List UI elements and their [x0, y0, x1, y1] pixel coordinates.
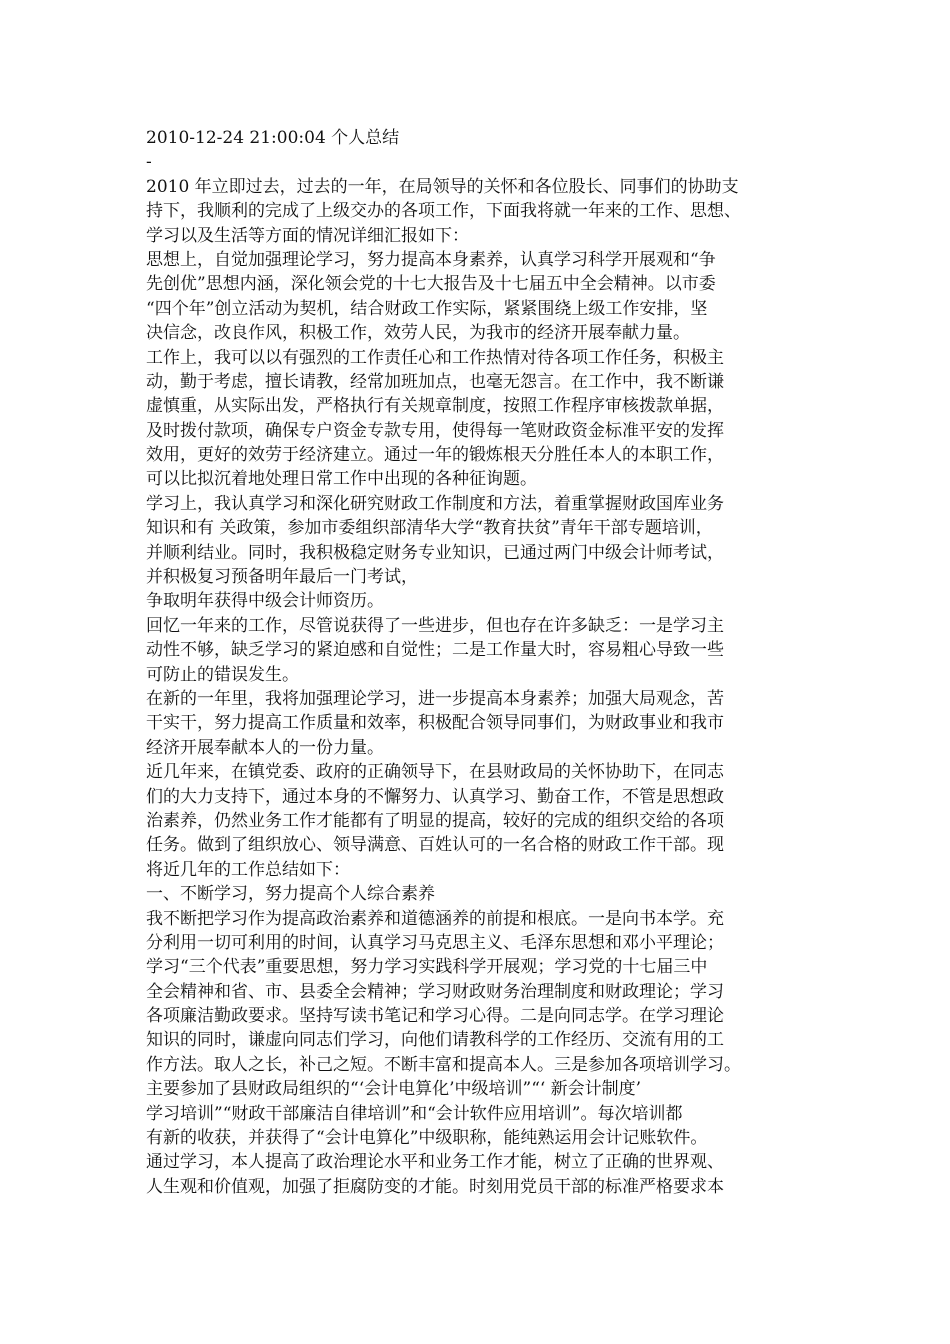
text-line: 知识和有 关政策，参加市委组织部清华大学“教育扶贫”青年干部专题培训， [146, 518, 713, 539]
text-line: 可以比拟沉着地处理日常工作中出现的各种征询题。 [146, 469, 537, 490]
text-line: 思想上，自觉加强理论学习，努力提高本身素养，认真学习科学开展观和“争 [146, 249, 716, 270]
text-line: 学习“三个代表”重要思想，努力学习实践科学开展观；学习党的十七届三中 [146, 957, 708, 978]
text-line: 人生观和价值观，加强了拒腐防变的才能。时刻用党员干部的标准严格要求本 [146, 1176, 724, 1197]
text-line: 并顺利结业。同时，我积极稳定财务专业知识，已通过两门中级会计师考试， [146, 542, 724, 563]
text-line: 有新的收获，并获得了“会计电算化”中级职称，能纯熟运用会计记账软件。 [146, 1128, 708, 1149]
text-line: “四个年”创立活动为契机，结合财政工作实际，紧紧围绕上级工作安排，坚 [146, 298, 708, 319]
text-line: 持下，我顺利的完成了上级交办的各项工作，下面我将就一年来的工作、思想、 [146, 201, 741, 222]
document-body [146, 126, 806, 1199]
text-line: 任务。做到了组织放心、领导满意、百姓认可的一名合格的财政工作干部。现 [146, 835, 724, 856]
text-line: 并积极复习预备明年最后一门考试， [146, 567, 418, 588]
text-line: 虚慎重，从实际出发，严格执行有关规章制度，按照工作程序审核拨款单据， [146, 396, 724, 417]
text-line: 作方法。取人之长，补己之短。不断丰富和提高本人。三是参加各项培训学习。 [146, 1054, 741, 1075]
text-line: 近几年来，在镇党委、政府的正确领导下，在县财政局的关怀协助下，在同志 [146, 762, 724, 783]
text-line: 全会精神和省、市、县委全会精神；学习财政财务治理制度和财政理论；学习 [146, 981, 724, 1002]
text-line: 治素养，仍然业务工作才能都有了明显的提高，较好的完成的组织交给的各项 [146, 810, 724, 831]
document-title-line: 2010-12-24 21:00:04 个人总结 [146, 128, 400, 148]
text-line: - [146, 152, 152, 173]
text-line: 干实干，努力提高工作质量和效率，积极配合领导同事们，为财政事业和我市 [146, 713, 724, 734]
text-line: 们的大力支持下，通过本身的不懈努力、认真学习、勤奋工作，不管是思想政 [146, 786, 724, 807]
text-line: 各项廉洁勤政要求。坚持写读书笔记和学习心得。二是向同志学。在学习理论 [146, 1006, 724, 1027]
text-line: 动性不够，缺乏学习的紧迫感和自觉性；二是工作量大时，容易粗心导致一些 [146, 640, 724, 661]
text-line: 争取明年获得中级会计师资历。 [146, 591, 384, 612]
text-line: 知识的同时，谦虚向同志们学习，向他们请教科学的工作经历、交流有用的工 [146, 1030, 724, 1051]
text-line: 将近几年的工作总结如下： [146, 859, 350, 880]
text-line: 学习以及生活等方面的情况详细汇报如下： [146, 225, 469, 246]
text-line: 效用，更好的效劳于经济建立。通过一年的锻炼根天分胜任本人的本职工作， [146, 445, 724, 466]
text-line: 学习上，我认真学习和深化研究财政工作制度和方法，着重掌握财政国库业务 [146, 493, 724, 514]
text-line: 主要参加了县财政局组织的“‘会计电算化’中级培训”“‘ 新会计制度’ [146, 1079, 642, 1100]
text-line: 回忆一年来的工作，尽管说获得了一些进步，但也存在许多缺乏：一是学习主 [146, 615, 724, 636]
text-line: 可防止的错误发生。 [146, 664, 299, 685]
text-line: 及时拨付款项，确保专户资金专款专用，使得每一笔财政资金标准平安的发挥 [146, 420, 724, 441]
text-line: 先创优”思想内涵，深化领会党的十七大报告及十七届五中全会精神。以市委 [146, 274, 716, 295]
text-line: 2010 年立即过去，过去的一年，在局领导的关怀和各位股长、同事们的协助支 [146, 176, 739, 197]
text-line: 我不断把学习作为提高政治素养和道德涵养的前提和根底。一是向书本学。充 [146, 908, 724, 929]
text-line: 工作上，我可以以有强烈的工作责任心和工作热情对待各项工作任务，积极主 [146, 347, 724, 368]
text-line: 通过学习，本人提高了政治理论水平和业务工作才能，树立了正确的世界观、 [146, 1152, 724, 1173]
text-line: 动，勤于考虑，擅长请教，经常加班加点，也毫无怨言。在工作中，我不断谦 [146, 371, 724, 392]
text-line: 一、不断学习，努力提高个人综合素养 [146, 884, 435, 905]
text-line: 决信念，改良作风，积极工作，效劳人民，为我市的经济开展奉献力量。 [146, 323, 690, 344]
text-line: 分利用一切可利用的时间，认真学习马克思主义、毛泽东思想和邓小平理论； [146, 932, 724, 953]
text-line: 经济开展奉献本人的一份力量。 [146, 737, 384, 758]
text-line: 在新的一年里，我将加强理论学习，进一步提高本身素养；加强大局观念，苦 [146, 688, 724, 709]
text-line: 学习培训”“财政干部廉洁自律培训”和“会计软件应用培训”。每次培训都 [146, 1103, 683, 1124]
